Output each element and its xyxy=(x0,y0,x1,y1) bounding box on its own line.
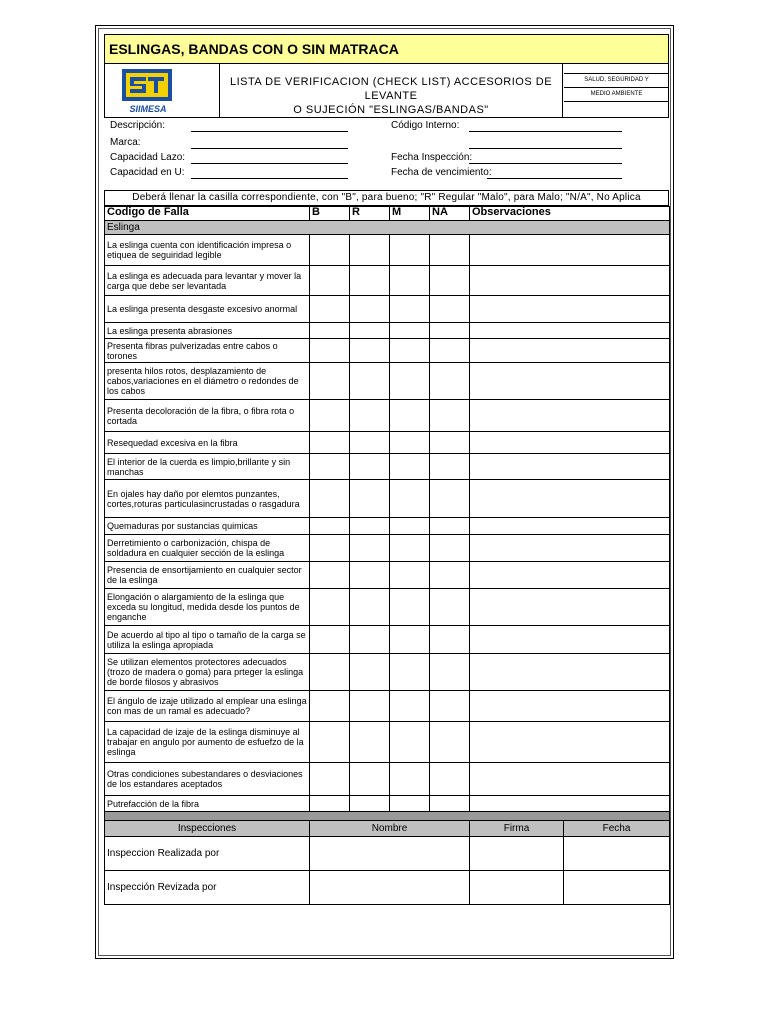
cell-na[interactable] xyxy=(430,339,470,363)
cell-r[interactable] xyxy=(350,626,390,654)
cell-observaciones[interactable] xyxy=(470,654,670,691)
separator-bar xyxy=(105,812,670,821)
descripcion-field[interactable] xyxy=(191,131,348,132)
cell-r[interactable] xyxy=(350,796,390,812)
cell-b[interactable] xyxy=(310,480,350,518)
checklist-item-label: La eslinga presenta desgaste excesivo anormal xyxy=(105,296,310,323)
cell-observaciones[interactable] xyxy=(470,323,670,339)
cell-m[interactable] xyxy=(390,339,430,363)
cell-m[interactable] xyxy=(390,654,430,691)
checklist-item-label: Elongación o alargamiento de la eslinga que exceda su longitud, medida desde los puntos de enganche xyxy=(105,589,310,626)
cell-observaciones[interactable] xyxy=(470,432,670,454)
checklist-item-label: Otras condiciones subestandares o desviaciones de los estandares aceptados xyxy=(105,763,310,796)
cell-observaciones[interactable] xyxy=(470,296,670,323)
checklist-item-label: La eslinga presenta abrasiones xyxy=(105,323,310,339)
cell-na[interactable] xyxy=(430,266,470,296)
checklist-row xyxy=(105,518,670,535)
document-title-line2: O SUJECIÓN "ESLINGAS/BANDAS" xyxy=(293,104,489,116)
cell-r[interactable] xyxy=(350,454,390,480)
cell-r[interactable] xyxy=(350,432,390,454)
cell-m[interactable] xyxy=(390,796,430,812)
form-title: ESLINGAS, BANDAS CON O SIN MATRACA xyxy=(104,34,669,64)
signoff-col-inspecciones: Inspecciones xyxy=(105,821,310,837)
checklist-row xyxy=(105,266,670,296)
checklist-row xyxy=(105,654,670,691)
signoff-col-firma: Firma xyxy=(470,821,564,836)
signoff-row-label: Inspeccion Realizada por xyxy=(105,837,310,871)
cell-na[interactable] xyxy=(430,589,470,626)
cell-observaciones[interactable] xyxy=(470,562,670,589)
checklist-item-label: Presenta fibras pulverizadas entre cabos o torones xyxy=(105,339,310,363)
checklist-row xyxy=(105,235,670,266)
checklist-row xyxy=(105,432,670,454)
cell-b[interactable] xyxy=(310,562,350,589)
cell-b[interactable] xyxy=(310,691,350,722)
checklist-row xyxy=(105,722,670,763)
cell-b[interactable] xyxy=(310,235,350,266)
section-eslinga: Eslinga xyxy=(105,221,670,235)
signoff-nombre-cell[interactable] xyxy=(310,871,470,905)
checklist-row xyxy=(105,562,670,589)
checklist-item-label: La eslinga es adecuada para levantar y mover la carga que debe ser levantada xyxy=(105,266,310,296)
signoff-col-firma-fecha xyxy=(470,821,670,837)
cell-na[interactable] xyxy=(430,454,470,480)
checklist-item-label: Se utilizan elementos protectores adecuados (trozo de madera o goma) para prteger la eslinga de borde filosos y abrasivos xyxy=(105,654,310,691)
cell-observaciones[interactable] xyxy=(470,589,670,626)
cell-r[interactable] xyxy=(350,323,390,339)
signoff-row-label: Inspección Revizada por xyxy=(105,871,310,905)
cell-na[interactable] xyxy=(430,363,470,400)
cell-m[interactable] xyxy=(390,235,430,266)
cell-na[interactable] xyxy=(430,722,470,763)
signoff-nombre-cell[interactable] xyxy=(310,837,470,871)
cell-na[interactable] xyxy=(430,562,470,589)
cell-b[interactable] xyxy=(310,266,350,296)
cell-r[interactable] xyxy=(350,562,390,589)
checklist-row xyxy=(105,763,670,796)
form-header xyxy=(104,64,669,118)
checklist-item-label: En ojales hay daño por elemtos punzantes, cortes,roturas particulasincrustadas o rasgadura xyxy=(105,480,310,518)
cell-m[interactable] xyxy=(390,363,430,400)
checklist-item-label: Presencia de ensortijamiento en cualquier sector de la eslinga xyxy=(105,562,310,589)
checklist-item-label: Resequedad excesiva en la fibra xyxy=(105,432,310,454)
checklist-row xyxy=(105,480,670,518)
col-na: NA xyxy=(430,207,470,221)
cell-na[interactable] xyxy=(430,691,470,722)
cell-observaciones[interactable] xyxy=(470,722,670,763)
cell-b[interactable] xyxy=(310,400,350,432)
checklist-item-label: El ángulo de izaje utilizado al emplear una eslinga con mas de un ramal es adecuado? xyxy=(105,691,310,722)
codigo-interno-field-extra[interactable] xyxy=(469,148,622,149)
marca-field[interactable] xyxy=(191,148,348,149)
cell-b[interactable] xyxy=(310,363,350,400)
checklist-header-row xyxy=(105,207,670,221)
logo-cell xyxy=(105,64,220,117)
cell-m[interactable] xyxy=(390,691,430,722)
cell-m[interactable] xyxy=(390,518,430,535)
cell-m[interactable] xyxy=(390,296,430,323)
fecha-inspeccion-field[interactable] xyxy=(469,163,622,164)
cell-r[interactable] xyxy=(350,518,390,535)
capacidad-u-field[interactable] xyxy=(191,178,348,179)
descripcion-label: Descripción: xyxy=(110,120,166,131)
cell-b[interactable] xyxy=(310,518,350,535)
cell-na[interactable] xyxy=(430,518,470,535)
checklist-row xyxy=(105,323,670,339)
signoff-col-nombre: Nombre xyxy=(310,821,470,837)
signoff-fecha-cell[interactable] xyxy=(564,871,669,904)
cell-r[interactable] xyxy=(350,722,390,763)
codigo-interno-field[interactable] xyxy=(469,131,622,132)
checklist-item-label: Presenta decoloración de la fibra, o fibra rota o cortada xyxy=(105,400,310,432)
signoff-col-fecha: Fecha xyxy=(602,823,631,834)
col-observaciones: Observaciones xyxy=(470,207,670,221)
cell-observaciones[interactable] xyxy=(470,339,670,363)
checklist-row xyxy=(105,626,670,654)
cell-r[interactable] xyxy=(350,654,390,691)
col-codigo-falla: Codigo de Falla xyxy=(105,207,310,221)
checklist-item-label: Derretimiento o carbonización, chispa de soldadura en cualquier sección de la eslinga xyxy=(105,535,310,562)
cell-m[interactable] xyxy=(390,454,430,480)
siimesa-logo-icon xyxy=(116,67,180,115)
checklist-row xyxy=(105,363,670,400)
cell-na[interactable] xyxy=(430,654,470,691)
cell-b[interactable] xyxy=(310,296,350,323)
checklist-item-label: El interior de la cuerda es limpio,brillante y sin manchas xyxy=(105,454,310,480)
checklist-row xyxy=(105,691,670,722)
cell-observaciones[interactable] xyxy=(470,535,670,562)
signoff-row xyxy=(105,837,670,871)
cell-na[interactable] xyxy=(430,535,470,562)
checklist-row xyxy=(105,535,670,562)
fecha-vencimiento-field[interactable] xyxy=(487,178,622,179)
checklist-row xyxy=(105,796,670,812)
signoff-firma-fecha-cell xyxy=(470,871,670,905)
cell-b[interactable] xyxy=(310,454,350,480)
checklist-item-label: Putrefacción de la fibra xyxy=(105,796,310,812)
cell-b[interactable] xyxy=(310,339,350,363)
signoff-fecha-cell[interactable] xyxy=(564,837,669,870)
cell-na[interactable] xyxy=(430,323,470,339)
cell-observaciones[interactable] xyxy=(470,691,670,722)
cell-observaciones[interactable] xyxy=(470,266,670,296)
checklist-row xyxy=(105,339,670,363)
checklist-item-label: Quemaduras por sustancias quimicas xyxy=(105,518,310,535)
cell-observaciones[interactable] xyxy=(470,796,670,812)
signoff-row xyxy=(105,871,670,905)
cell-r[interactable] xyxy=(350,691,390,722)
instruction-text: Deberá llenar la casilla correspondiente, con "B", para bueno; "R" Regular "Malo", para Malo; "N/A", No Aplica xyxy=(104,190,669,206)
codigo-interno-label: Código Interno: xyxy=(391,120,460,131)
logo-wordmark: SIIMESA xyxy=(129,104,167,114)
capacidad-lazo-label: Capacidad Lazo: xyxy=(110,152,186,163)
cell-b[interactable] xyxy=(310,589,350,626)
checklist-row xyxy=(105,454,670,480)
cell-na[interactable] xyxy=(430,796,470,812)
cell-m[interactable] xyxy=(390,432,430,454)
document-title xyxy=(220,64,563,117)
cell-observaciones[interactable] xyxy=(470,235,670,266)
checklist-table xyxy=(104,206,670,905)
checklist-item-label: presenta hilos rotos, desplazamiento de cabos,variaciones en el diámetro o redondes de los cabos xyxy=(105,363,310,400)
document-title-line1: LISTA DE VERIFICACION (CHECK LIST) ACCESORIOS DE LEVANTE xyxy=(229,76,553,102)
cell-b[interactable] xyxy=(310,654,350,691)
cell-na[interactable] xyxy=(430,480,470,518)
capacidad-u-label: Capacidad en U: xyxy=(110,167,185,178)
cell-observaciones[interactable] xyxy=(470,518,670,535)
col-m: M xyxy=(390,207,430,221)
cell-b[interactable] xyxy=(310,763,350,796)
cell-na[interactable] xyxy=(430,235,470,266)
cell-m[interactable] xyxy=(390,562,430,589)
fecha-vencimiento-label: Fecha de vencimiento: xyxy=(391,167,492,178)
cell-na[interactable] xyxy=(430,400,470,432)
checklist-item-label: De acuerdo al tipo al tipo o tamaño de la carga se utiliza la eslinga apropiada xyxy=(105,626,310,654)
cell-na[interactable] xyxy=(430,763,470,796)
cell-m[interactable] xyxy=(390,323,430,339)
cell-b[interactable] xyxy=(310,796,350,812)
fecha-inspeccion-label: Fecha Inspección: xyxy=(391,152,473,163)
col-r: R xyxy=(350,207,390,221)
cell-m[interactable] xyxy=(390,763,430,796)
cell-observaciones[interactable] xyxy=(470,400,670,432)
cell-r[interactable] xyxy=(350,535,390,562)
cell-r[interactable] xyxy=(350,296,390,323)
cell-r[interactable] xyxy=(350,480,390,518)
department-line2: MEDIO AMBIENTE xyxy=(564,88,669,102)
cell-m[interactable] xyxy=(390,589,430,626)
signoff-header-row xyxy=(105,821,670,837)
cell-na[interactable] xyxy=(430,626,470,654)
cell-r[interactable] xyxy=(350,400,390,432)
signoff-firma-cell[interactable] xyxy=(470,837,564,870)
cell-r[interactable] xyxy=(350,363,390,400)
checklist-row xyxy=(105,589,670,626)
cell-b[interactable] xyxy=(310,626,350,654)
cell-m[interactable] xyxy=(390,535,430,562)
cell-m[interactable] xyxy=(390,626,430,654)
cell-m[interactable] xyxy=(390,480,430,518)
checklist-row xyxy=(105,400,670,432)
cell-observaciones[interactable] xyxy=(470,763,670,796)
cell-b[interactable] xyxy=(310,535,350,562)
signoff-firma-cell[interactable] xyxy=(470,871,564,904)
cell-m[interactable] xyxy=(390,722,430,763)
checklist-item-label: La eslinga cuenta con identificación impresa o etiquea de seguiridad legible xyxy=(105,235,310,266)
cell-b[interactable] xyxy=(310,432,350,454)
cell-na[interactable] xyxy=(430,432,470,454)
cell-r[interactable] xyxy=(350,235,390,266)
cell-b[interactable] xyxy=(310,323,350,339)
cell-observaciones[interactable] xyxy=(470,480,670,518)
cell-observaciones[interactable] xyxy=(470,454,670,480)
capacidad-lazo-field[interactable] xyxy=(191,163,348,164)
cell-m[interactable] xyxy=(390,266,430,296)
checklist-row xyxy=(105,296,670,323)
cell-r[interactable] xyxy=(350,589,390,626)
signoff-firma-fecha-cell xyxy=(470,837,670,871)
cell-r[interactable] xyxy=(350,266,390,296)
col-b: B xyxy=(310,207,350,221)
cell-na[interactable] xyxy=(430,296,470,323)
cell-m[interactable] xyxy=(390,400,430,432)
cell-observaciones[interactable] xyxy=(470,626,670,654)
cell-b[interactable] xyxy=(310,722,350,763)
marca-label: Marca: xyxy=(110,137,141,148)
department-cell xyxy=(564,64,669,117)
cell-r[interactable] xyxy=(350,763,390,796)
department-line1: SALUD, SEGURIDAD Y xyxy=(564,73,669,88)
checklist-item-label: La capacidad de izaje de la eslinga disminuye al trabajar en angulo por aumento de esfuefzo de la eslinga xyxy=(105,722,310,763)
cell-r[interactable] xyxy=(350,339,390,363)
cell-observaciones[interactable] xyxy=(470,363,670,400)
